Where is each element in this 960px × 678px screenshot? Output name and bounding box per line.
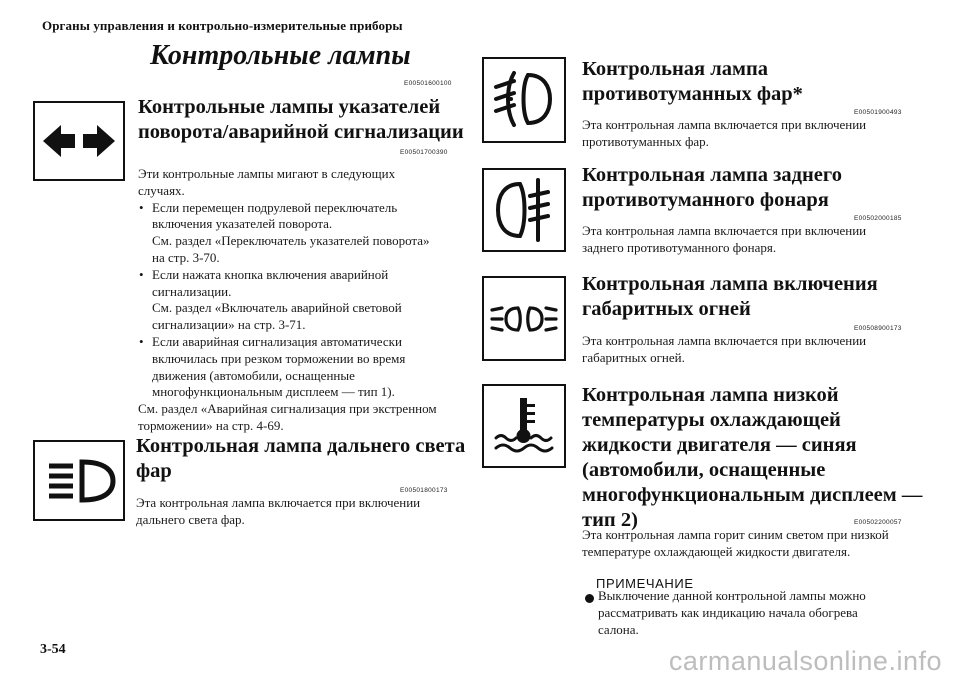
turn-intro-line1: Эти контрольные лампы мигают в следующих	[138, 166, 396, 181]
page-number: 3-54	[40, 642, 66, 657]
turn-tail-line1: См. раздел «Аварийная сигнализация при экстренном	[138, 401, 437, 417]
front-fog-lamp-icon	[484, 59, 564, 141]
high-beam-code: E00501800173	[400, 487, 448, 494]
front-fog-title: Контрольная лампа противотуманных фар*	[582, 58, 803, 105]
rear-fog-code: E00502000185	[854, 215, 902, 222]
high-beam-icon	[35, 442, 123, 519]
coolant-temp-body: Эта контрольная лампа горит синим светом при низкой температуре охлаждающей жидкости двигателя.	[582, 527, 889, 559]
position-lamp-icon	[484, 278, 564, 359]
turn-intro-line2: случаях.	[138, 182, 185, 198]
high-beam-icon-box	[33, 440, 125, 521]
coolant-temp-icon-box	[482, 384, 566, 468]
turn-signal-arrows-icon	[35, 103, 123, 179]
high-beam-title-line1: Контрольная лампа дальнего света	[136, 435, 466, 457]
turn-signal-code: E00501700390	[400, 149, 448, 156]
turn-signal-title	[138, 95, 464, 145]
high-beam-title-line2: фар	[136, 460, 172, 482]
turn-bullet-2: • Если нажата кнопка включения аварийной сигнализации. См. раздел «Включатель аварийной световой сигнализации» на стр. 3-71.	[138, 267, 468, 334]
rear-fog-lamp-icon	[484, 170, 564, 250]
section-code: E00501600100	[404, 80, 452, 87]
front-fog-body: Эта контрольная лампа включается при включении противотуманных фар.	[582, 117, 867, 149]
rear-fog-body: Эта контрольная лампа включается при включении заднего противотуманного фонаря.	[582, 223, 867, 255]
section-title: Контрольные лампы	[150, 40, 411, 71]
turn-tail-line2: торможении» на стр. 4-69.	[138, 417, 284, 433]
running-header: Органы управления и контрольно-измерительные приборы	[42, 18, 403, 33]
position-lamp-icon-box	[482, 276, 566, 361]
rear-fog-icon-box	[482, 168, 566, 252]
position-lamp-code: E00508900173	[854, 325, 902, 332]
front-fog-code: E00501900493	[854, 109, 902, 116]
turn-bullet-1: • Если перемещен подрулевой переключатель включения указателей поворота. См. раздел «Переключатель указателей поворота» на стр. 3-70.	[138, 200, 468, 267]
high-beam-body: Эта контрольная лампа включается при включении дальнего света фар.	[136, 495, 421, 527]
coolant-temp-title: Контрольная лампа низкой температуры охлаждающей жидкости двигателя — синяя (автомобили, оснащенные многофункциональным дисплеем — тип 2)	[582, 384, 923, 531]
turn-signal-title-line1: Контрольные лампы указателей	[138, 96, 441, 118]
position-lamp-body: Эта контрольная лампа включается при включении габаритных огней.	[582, 333, 867, 365]
rear-fog-title: Контрольная лампа заднего противотуманного фонаря	[582, 164, 842, 211]
turn-bullet-3: • Если аварийная сигнализация автоматически включилась при резком торможении во время движения (автомобили, оснащенные многофункциональным дисплеем — тип 1).	[138, 334, 468, 401]
high-beam-title	[136, 434, 465, 484]
watermark: carmanualsonline.info	[668, 646, 942, 676]
turn-signal-icon-box	[33, 101, 125, 181]
position-lamp-title: Контрольная лампа включения габаритных огней	[582, 273, 878, 320]
turn-signal-body	[138, 166, 468, 435]
turn-signal-bullet-list	[138, 200, 468, 402]
note-heading: ПРИМЕЧАНИЕ	[596, 576, 694, 591]
note-body: Выключение данной контрольной лампы можно рассматривать как индикацию начала обогрева салона.	[598, 588, 866, 637]
front-fog-icon-box	[482, 57, 566, 143]
coolant-temp-code: E00502200057	[854, 519, 902, 526]
turn-signal-title-line2: поворота/аварийной сигнализации	[138, 121, 464, 143]
note-bullet-icon	[585, 594, 594, 603]
coolant-temperature-icon	[484, 386, 564, 466]
